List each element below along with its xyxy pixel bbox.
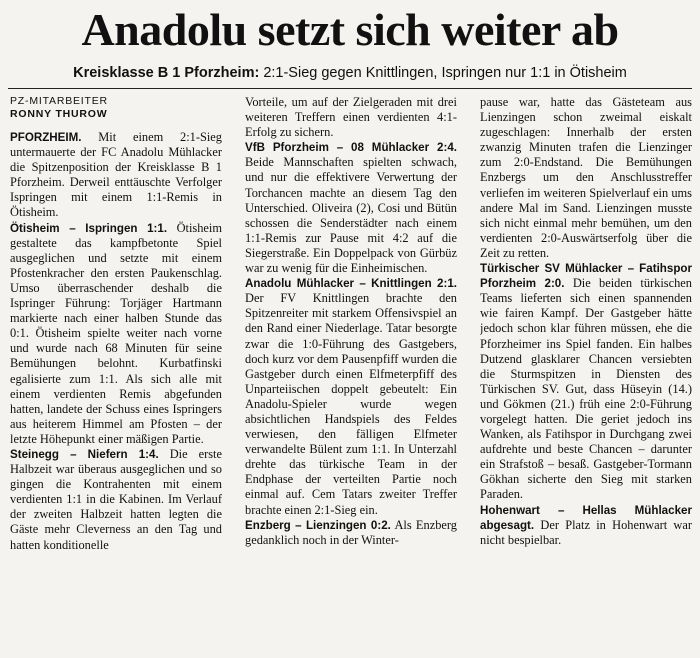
column-3 bbox=[480, 95, 692, 655]
match-result-oetisheim: Ötisheim – Ispringen 1:1. bbox=[10, 221, 168, 235]
divider bbox=[8, 88, 692, 89]
match-report-steinegg bbox=[10, 447, 222, 553]
match-text-tsv: Die beiden türkischen Teams lieferten sich einen spannenden wie fairen Kampf. Der Gastgeber hätte jedoch schon klar führen müssen, ehe die Pforzheimer ins Spiel fanden. Ein halbes Dutzend glasklarer Chancen versiebten die Sturmspitzen in Diensten des Türkischen SV. Gut, dass Hüseyin (14.) und Gökmen (21.) früh eine 2:0-Führung vorgelegt hatten. Die geriet jedoch ins Wanken, als Fatihspor in Durchgang zwei aufdrehte und beste Chancen – darunter ein Strafstoß – besaß. Gastgeber-Tormann Gökhan sicherte den Sieg mit starken Paraden. bbox=[480, 276, 692, 502]
match-report-enzberg-continued bbox=[480, 95, 692, 261]
byline-role: PZ-MITARBEITER bbox=[10, 95, 108, 107]
subheadline bbox=[0, 64, 700, 82]
column-1 bbox=[10, 95, 222, 655]
match-result-steinegg: Steinegg – Niefern 1:4. bbox=[10, 447, 159, 461]
match-report-hohenwart bbox=[480, 503, 692, 548]
match-text-steinegg-cont: Vorteile, um auf der Zielgeraden mit drei weiteren Treffern einen verdienten 4:1-Erfolg zu sichern. bbox=[245, 95, 457, 140]
match-report-steinegg-continued bbox=[245, 95, 457, 140]
match-text-oetisheim: Ötisheim gestaltete das kampfbetonte Spiel ausgeglichen und setzte mit einem Pfostenkracher den ersten Paukenschlag. Umso überraschender deshalb die Ispringer Führung: Torjäger Hartmann markierte nach einer halben Stunde das 0:1. Ötisheim spielte weiter nach vorne und wurde nach 68 Minuten für seine Bemühungen belohnt. Kurbatfinski egalisierte zum 1:1. Als sich alle mit einem verdienten Remis abgefunden hatten, landete der Schuss eines Ispringers aus heiterem Himmel am Pfosten – der letzte Höhepunkt einer mäßigen Partie. bbox=[10, 220, 222, 446]
match-text-vfb: Beide Mannschaften spielten schwach, und nur die effektivere Verwertung der Torchancen machte an diesem Tag den Unterschied. Oliveira (2), Cosi und Bütün schossen die Senderstädter nach einem 1:1-Remis zur Pause mit 4:2 auf die Siegerstraße. Ein Doppelpack von Gürbüz war zu wenig für die Einheimischen. bbox=[245, 155, 457, 276]
match-result-vfb: VfB Pforzheim – 08 Mühlacker 2:4. bbox=[245, 141, 457, 155]
match-text-enzberg: Als Enzberg gedanklich noch in der Winter- bbox=[245, 517, 457, 547]
match-result-hohenwart: Hohenwart – Hellas Mühlacker abgesagt. bbox=[480, 503, 692, 532]
column-2 bbox=[245, 95, 457, 655]
match-report-oetisheim bbox=[10, 221, 222, 447]
match-text-steinegg: Die erste Halbzeit war überaus ausgeglichen und so gingen die Kontrahenten mit einem verdienten 1:1 in die Kabinen. Im Verlauf der zweiten Halbzeit hatten legten die Gäste mehr Cleverness an den Tag und hatten konditionelle bbox=[10, 446, 222, 552]
byline-author: RONNY THUROW bbox=[10, 108, 108, 120]
match-report-vfb bbox=[245, 140, 457, 276]
subheadline-league: Kreisklasse B 1 Pforzheim: bbox=[73, 65, 260, 81]
match-result-anadolu: Anadolu Mühlacker – Knittlingen 2:1. bbox=[245, 277, 457, 291]
match-result-enzberg: Enzberg – Lienzingen 0:2. bbox=[245, 518, 391, 532]
intro-paragraph bbox=[10, 130, 222, 221]
match-result-tsv: Türkischer SV Mühlacker – Fatihspor Pforzheim 2:0. bbox=[480, 262, 692, 291]
match-text-hohenwart: Der Platz in Hohenwart war nicht bespielbar. bbox=[480, 517, 692, 547]
headline: Anadolu setzt sich weiter ab bbox=[81, 4, 619, 55]
match-report-anadolu bbox=[245, 276, 457, 518]
byline-spacer bbox=[10, 121, 222, 130]
dateline: PFORZHEIM. bbox=[10, 131, 82, 144]
subheadline-summary: 2:1-Sieg gegen Knittlingen, Ispringen nur 1:1 in Ötisheim bbox=[259, 65, 627, 81]
match-report-enzberg bbox=[245, 518, 457, 548]
match-text-enzberg-cont: pause war, hatte das Gästeteam aus Lienzingen schon zweimal eiskalt zugeschlagen: Innerhalb der ersten zwanzig Minuten trafen die Lienzinger zum 2:0-Endstand. Die Bemühungen Enzbergs um den Anschlusstreffer verliefen im weiteren Spielverlauf ein ums andere Mal im Sand. Lienzingen musste sich nicht einmal mehr bemühen, um den verdienten 2:0-Auswärtserfolg über die Zeit zu retten. bbox=[480, 95, 692, 260]
match-report-tsv bbox=[480, 261, 692, 503]
intro-text: Mit einem 2:1-Sieg untermauerte der FC Anadolu Mühlacker die Spitzenposition der Kreisklasse B 1 Pforzheim. Derweil enttäuschte Verfolger Ispringen mit einem 1:1-Remis in Ötisheim. bbox=[10, 130, 222, 220]
match-text-anadolu: Der FV Knittlingen brachte den Spitzenreiter mit starkem Offensivspiel an den Rand einer Niederlage. Tatar besorgte zwar die 1:0-Führung des Gastgebers, doch kurz vor dem Pausenpfiff wurden die Gastgeber durch einen Elfmeterpfiff des Unparteiischen doppelt gebeutelt: Ein Anadolu-Spieler wurde wegen absichtlichen Handspiels des Feldes verwiesen, den fälligen Elfmeter verwandelte Bülent zum 1:1. In Unterzahl drehte das türkische Team in der Endphase der verteilten Partie noch einmal auf. Cem Tatars zweiter Treffer brachte einen 2:1-Sieg ein. bbox=[245, 291, 457, 517]
